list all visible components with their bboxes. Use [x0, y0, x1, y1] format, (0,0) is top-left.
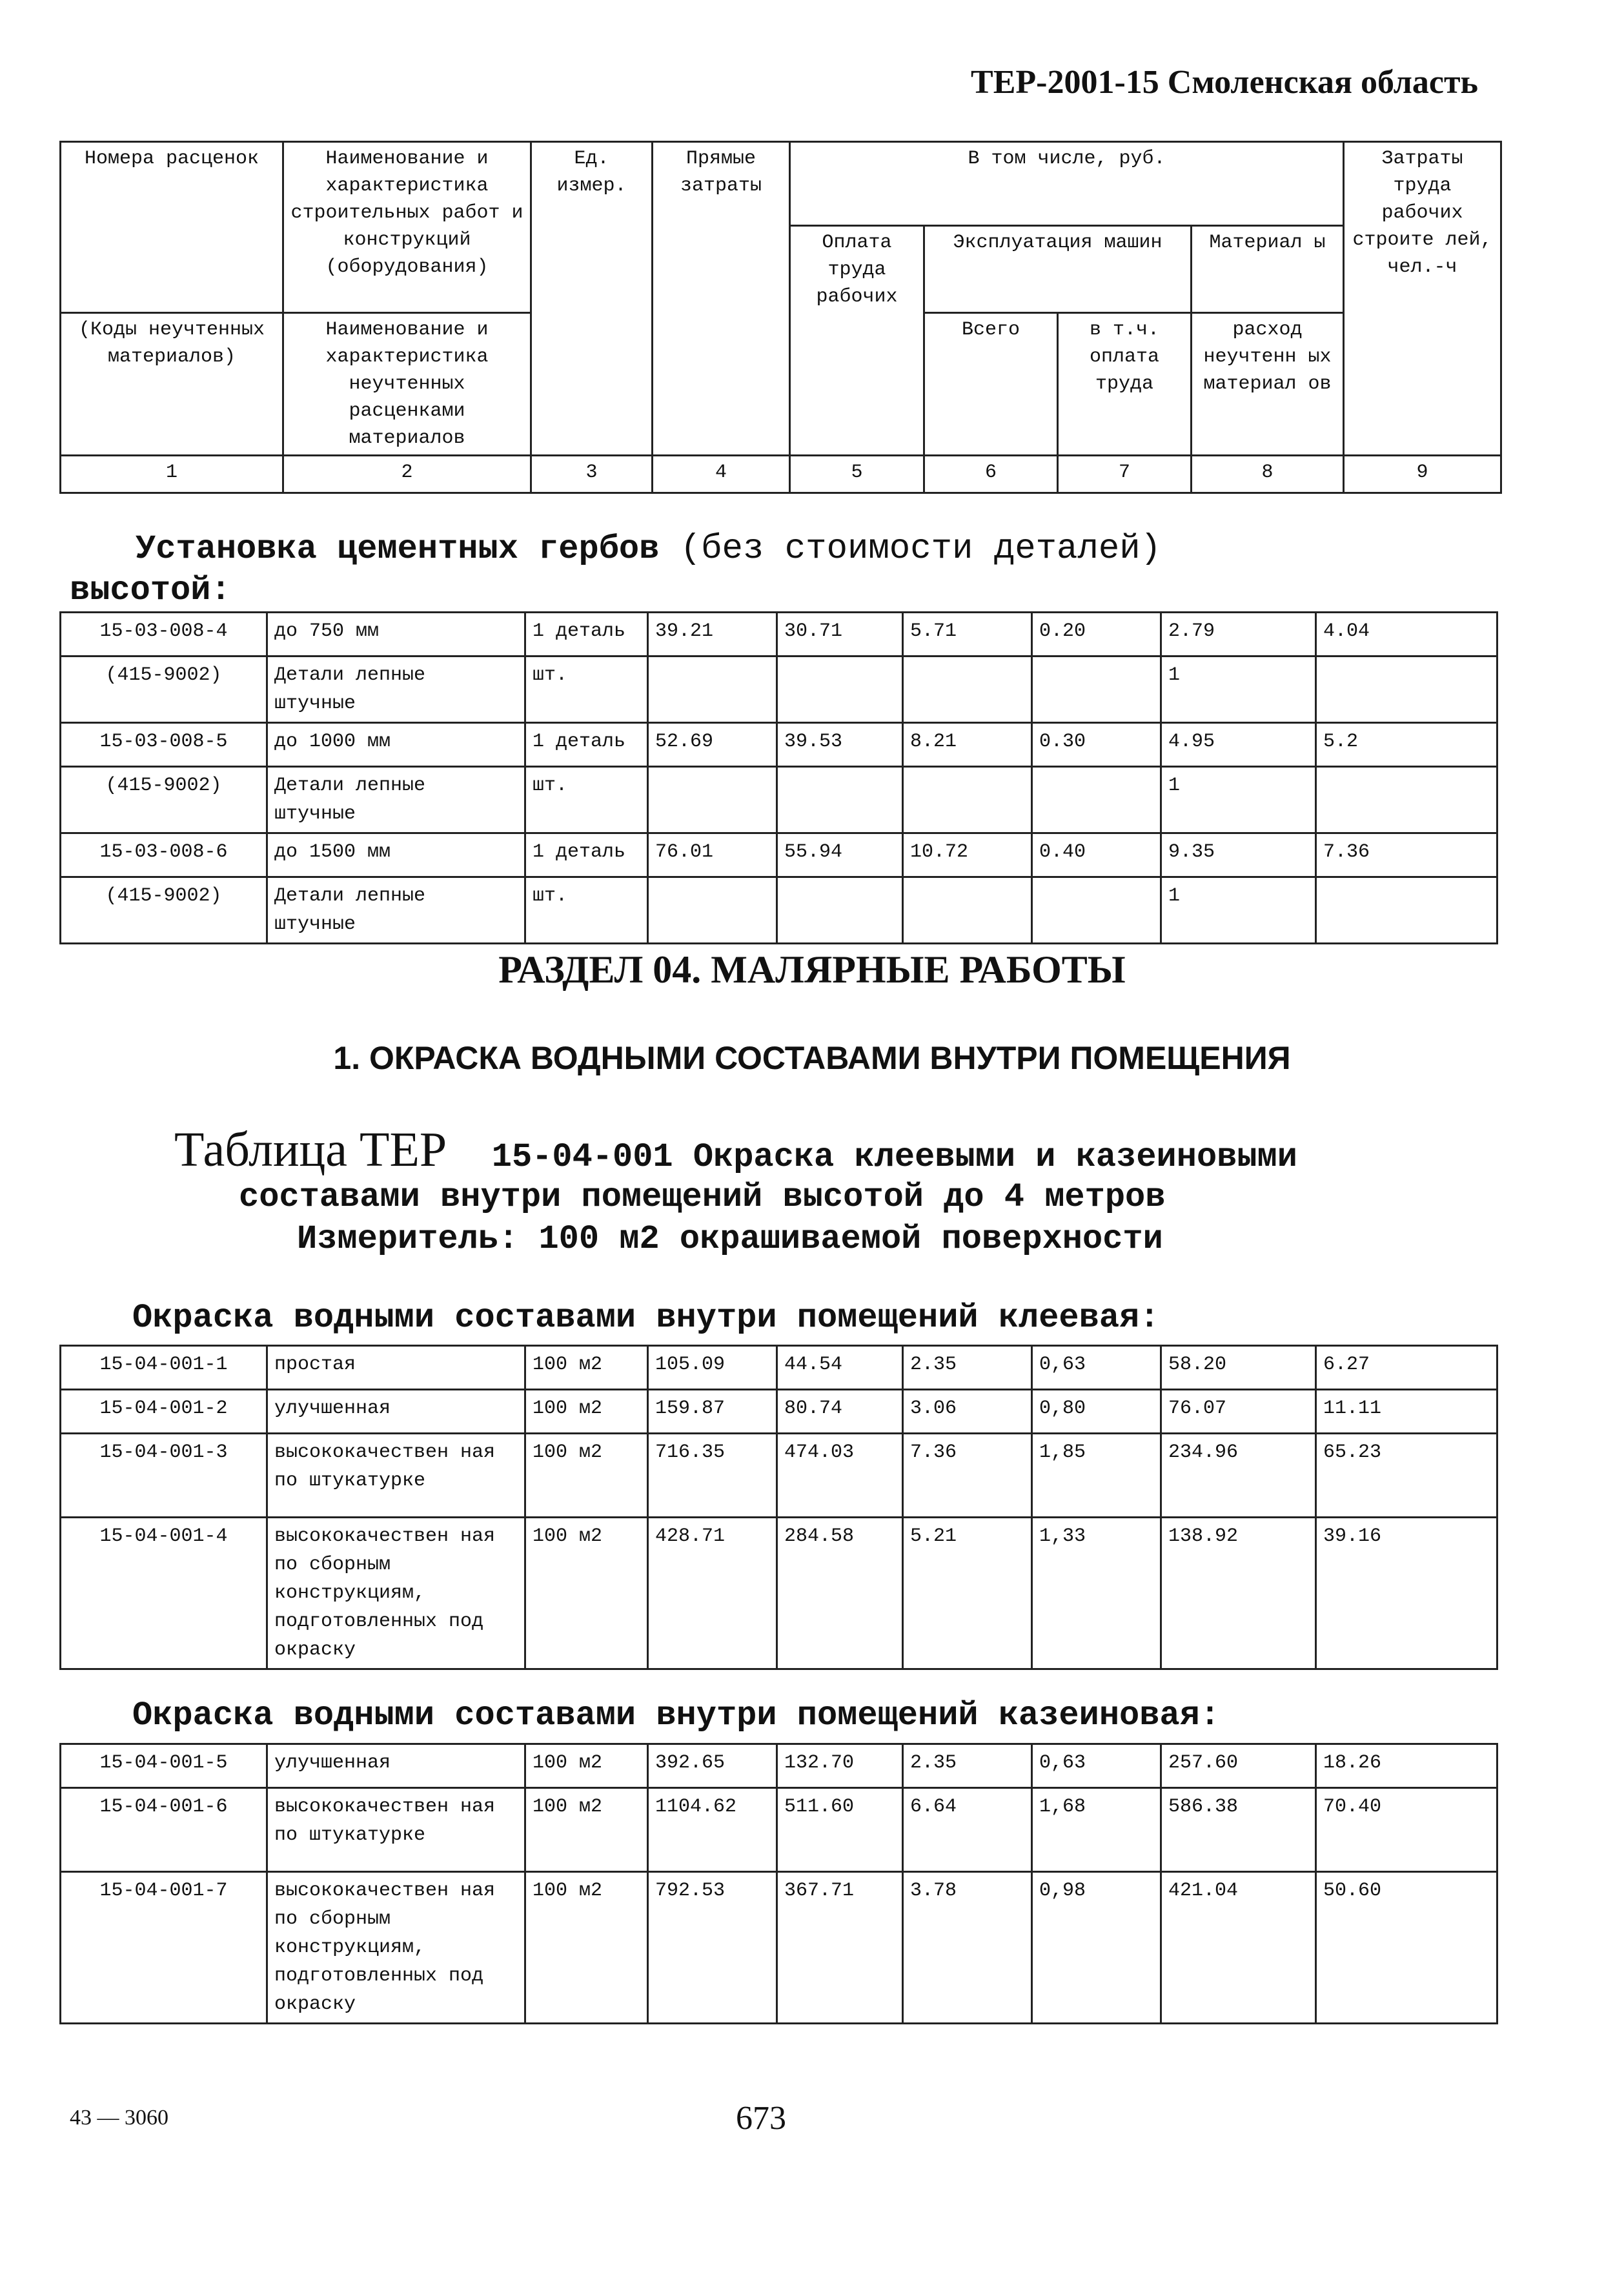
table-cell	[1316, 877, 1497, 944]
table-cell: 30.71	[777, 613, 903, 657]
table-cell: 100 м2	[525, 1390, 648, 1434]
table-cell: 15-04-001-3	[61, 1434, 267, 1518]
table-cell: 0.30	[1032, 723, 1161, 767]
col-number-9: 9	[1344, 456, 1501, 493]
table-cell: 1,85	[1032, 1434, 1161, 1518]
running-header: ТЕР-2001-15 Смоленская область	[971, 64, 1478, 101]
table-cell: до 1500 мм	[267, 833, 525, 877]
hdr-unaccounted: расход неучтенн ых материал ов	[1192, 313, 1344, 456]
table-heading-line1: 15-04-001 Окраска клеевыми и казеиновыми	[491, 1138, 1297, 1176]
table-cell: высококачествен ная по сборным конструкциям, подготовленных под окраску	[267, 1518, 525, 1669]
table-cell: 284.58	[777, 1518, 903, 1669]
table-cell: (415-9002)	[61, 877, 267, 944]
table-heading-prefix: Таблица ТЕР	[174, 1123, 447, 1177]
hdr-machines: Эксплуатация машин	[924, 226, 1192, 313]
table-cell	[1316, 657, 1497, 723]
column-header-table	[59, 141, 1502, 494]
table-cell: 15-03-008-4	[61, 613, 267, 657]
table-cell: 105.09	[648, 1346, 777, 1390]
hdr-codes: (Коды неучтенных материалов)	[61, 313, 283, 456]
table-cell: 4.04	[1316, 613, 1497, 657]
section-title-rest: (без стоимости деталей)	[680, 529, 1162, 569]
table-cell: 428.71	[648, 1518, 777, 1669]
hdr-unaccounted-name: Наименование и характеристика неучтенных расценками материалов	[283, 313, 531, 456]
table-cell: 55.94	[777, 833, 903, 877]
section-title-bold: Установка цементных гербов	[136, 530, 660, 568]
hdr-pay: Оплата труда рабочих	[790, 226, 924, 456]
table-cell: 39.16	[1316, 1518, 1497, 1669]
hdr-name: Наименование и характеристика строительных работ и конструкций (оборудования)	[283, 142, 531, 313]
table-cell: 100 м2	[525, 1346, 648, 1390]
table-cell: 5.21	[903, 1518, 1032, 1669]
table-cell	[777, 767, 903, 833]
table-cell: 15-03-008-6	[61, 833, 267, 877]
table-cell: 9.35	[1161, 833, 1316, 877]
table-cell: 5.71	[903, 613, 1032, 657]
table-cell: 0,63	[1032, 1346, 1161, 1390]
table-cell	[648, 877, 777, 944]
table-cell: (415-9002)	[61, 767, 267, 833]
table-cell: 39.21	[648, 613, 777, 657]
section-subtitle: высотой:	[70, 571, 231, 609]
table-cell: 792.53	[648, 1872, 777, 2024]
page-number: 673	[736, 2100, 786, 2137]
table-cell	[1032, 657, 1161, 723]
hdr-materials: Материал ы	[1192, 226, 1344, 313]
table-cell: 5.2	[1316, 723, 1497, 767]
table-cell: 1	[1161, 767, 1316, 833]
table-cell: 0.40	[1032, 833, 1161, 877]
table-cell: 70.40	[1316, 1788, 1497, 1872]
table-cell: высококачествен ная по штукатурке	[267, 1434, 525, 1518]
table-cell: улучшенная	[267, 1390, 525, 1434]
table-cell	[777, 877, 903, 944]
table-cell	[777, 657, 903, 723]
table-cell: 76.01	[648, 833, 777, 877]
table-cell: 76.07	[1161, 1390, 1316, 1434]
table-row	[61, 833, 1497, 877]
table-heading	[174, 1122, 1530, 1178]
table-cell: 15-04-001-6	[61, 1788, 267, 1872]
table-cell: высококачествен ная по штукатурке	[267, 1788, 525, 1872]
col-number-6: 6	[924, 456, 1058, 493]
hdr-machines-total: Всего	[924, 313, 1058, 456]
table-cell: 1	[1161, 877, 1316, 944]
table-cell: 159.87	[648, 1390, 777, 1434]
table-cell: высококачествен ная по сборным конструкциям, подготовленных под окраску	[267, 1872, 525, 2024]
col-number-8: 8	[1192, 456, 1344, 493]
table-cell: 511.60	[777, 1788, 903, 1872]
table-cell: 586.38	[1161, 1788, 1316, 1872]
hdr-number: Номера расценок	[61, 142, 283, 313]
table-cell: 52.69	[648, 723, 777, 767]
table-cell: Детали лепные штучные	[267, 877, 525, 944]
table-cell: 367.71	[777, 1872, 903, 2024]
table-cell: 11.11	[1316, 1390, 1497, 1434]
col-number-2: 2	[283, 456, 531, 493]
col-number-1: 1	[61, 456, 283, 493]
table-cell: 58.20	[1161, 1346, 1316, 1390]
col-number-4: 4	[653, 456, 790, 493]
section1-table	[59, 611, 1498, 944]
table-cell: 15-04-001-5	[61, 1744, 267, 1788]
table-cell: 10.72	[903, 833, 1032, 877]
table-cell: 50.60	[1316, 1872, 1497, 2024]
table-cell	[903, 767, 1032, 833]
table-cell: 39.53	[777, 723, 903, 767]
table-cell	[648, 767, 777, 833]
table-cell: 1	[1161, 657, 1316, 723]
table-cell	[903, 657, 1032, 723]
table-row	[61, 1744, 1497, 1788]
table-cell: 100 м2	[525, 1518, 648, 1669]
table-cell: 15-04-001-7	[61, 1872, 267, 2024]
table-cell: шт.	[525, 877, 648, 944]
table-cell: 474.03	[777, 1434, 903, 1518]
table-row	[61, 1518, 1497, 1669]
table-row	[61, 723, 1497, 767]
table-cell: 234.96	[1161, 1434, 1316, 1518]
chapter-heading: 1. ОКРАСКА ВОДНЫМИ СОСТАВАМИ ВНУТРИ ПОМЕЩЕНИЯ	[333, 1040, 1291, 1076]
table-cell: 3.78	[903, 1872, 1032, 2024]
hdr-incl-pay: в т.ч. оплата труда	[1058, 313, 1192, 456]
table-row	[61, 613, 1497, 657]
table-cell: 392.65	[648, 1744, 777, 1788]
table-cell: шт.	[525, 657, 648, 723]
table-row	[61, 767, 1497, 833]
table-cell: 44.54	[777, 1346, 903, 1390]
table-cell: 1104.62	[648, 1788, 777, 1872]
table-cell: 4.95	[1161, 723, 1316, 767]
table-row	[61, 1346, 1497, 1390]
table-cell: 6.27	[1316, 1346, 1497, 1390]
table-cell: 100 м2	[525, 1872, 648, 2024]
table-cell: 0.20	[1032, 613, 1161, 657]
table-cell: 421.04	[1161, 1872, 1316, 2024]
table-cell: 8.21	[903, 723, 1032, 767]
table-cell: 100 м2	[525, 1788, 648, 1872]
table-cell: 1,33	[1032, 1518, 1161, 1669]
table-row	[61, 1390, 1497, 1434]
table-cell: 15-04-001-2	[61, 1390, 267, 1434]
table-cell: до 750 мм	[267, 613, 525, 657]
table-cell: до 1000 мм	[267, 723, 525, 767]
table-cell: 2.79	[1161, 613, 1316, 657]
hdr-direct-costs: Прямые затраты	[653, 142, 790, 456]
section2-table	[59, 1345, 1498, 1670]
table-cell: 3.06	[903, 1390, 1032, 1434]
table-cell: Детали лепные штучные	[267, 767, 525, 833]
table-heading-line3: Измеритель: 100 м2 окрашиваемой поверхности	[297, 1220, 1163, 1258]
table-cell: 1,68	[1032, 1788, 1161, 1872]
section-title	[136, 529, 1556, 569]
section2-title: Окраска водными составами внутри помещений клеевая:	[132, 1299, 1160, 1337]
table-cell: 138.92	[1161, 1518, 1316, 1669]
col-number-7: 7	[1058, 456, 1192, 493]
table-cell: 2.35	[903, 1346, 1032, 1390]
table-cell: 257.60	[1161, 1744, 1316, 1788]
table-cell: (415-9002)	[61, 657, 267, 723]
table-cell	[903, 877, 1032, 944]
table-cell: 7.36	[903, 1434, 1032, 1518]
table-row	[61, 1788, 1497, 1872]
table-heading-line2: составами внутри помещений высотой до 4 метров	[239, 1178, 1166, 1216]
hdr-including: В том числе, руб.	[790, 142, 1344, 226]
table-cell: 0,98	[1032, 1872, 1161, 2024]
table-cell: 18.26	[1316, 1744, 1497, 1788]
table-cell	[1032, 767, 1161, 833]
table-cell: 716.35	[648, 1434, 777, 1518]
table-cell: 15-03-008-5	[61, 723, 267, 767]
table-cell: 15-04-001-4	[61, 1518, 267, 1669]
table-cell	[1032, 877, 1161, 944]
table-row	[61, 877, 1497, 944]
table-cell: 1 деталь	[525, 833, 648, 877]
hdr-unit: Ед. измер.	[531, 142, 653, 456]
footer-code: 43 — 3060	[70, 2106, 168, 2130]
table-cell: 100 м2	[525, 1744, 648, 1788]
table-cell: 6.64	[903, 1788, 1032, 1872]
table-cell	[1316, 767, 1497, 833]
table-cell: 132.70	[777, 1744, 903, 1788]
table-cell: шт.	[525, 767, 648, 833]
table-row	[61, 657, 1497, 723]
section3-title: Окраска водными составами внутри помещений казеиновая:	[132, 1696, 1221, 1735]
table-cell: 0,63	[1032, 1744, 1161, 1788]
table-cell	[648, 657, 777, 723]
col-number-3: 3	[531, 456, 653, 493]
table-cell: Детали лепные штучные	[267, 657, 525, 723]
table-cell: 0,80	[1032, 1390, 1161, 1434]
part-heading: РАЗДЕЛ 04. МАЛЯРНЫЕ РАБОТЫ	[498, 948, 1126, 991]
table-cell: 1 деталь	[525, 723, 648, 767]
hdr-labor: Затраты труда рабочих строите лей, чел.-ч	[1344, 142, 1501, 456]
table-cell: улучшенная	[267, 1744, 525, 1788]
table-cell: 100 м2	[525, 1434, 648, 1518]
table-cell: 15-04-001-1	[61, 1346, 267, 1390]
table-row	[61, 1872, 1497, 2024]
table-cell: 80.74	[777, 1390, 903, 1434]
table-cell: 1 деталь	[525, 613, 648, 657]
table-cell: простая	[267, 1346, 525, 1390]
table-cell: 7.36	[1316, 833, 1497, 877]
table-cell: 2.35	[903, 1744, 1032, 1788]
section3-table	[59, 1743, 1498, 2024]
col-number-5: 5	[790, 456, 924, 493]
table-row	[61, 1434, 1497, 1518]
table-cell: 65.23	[1316, 1434, 1497, 1518]
